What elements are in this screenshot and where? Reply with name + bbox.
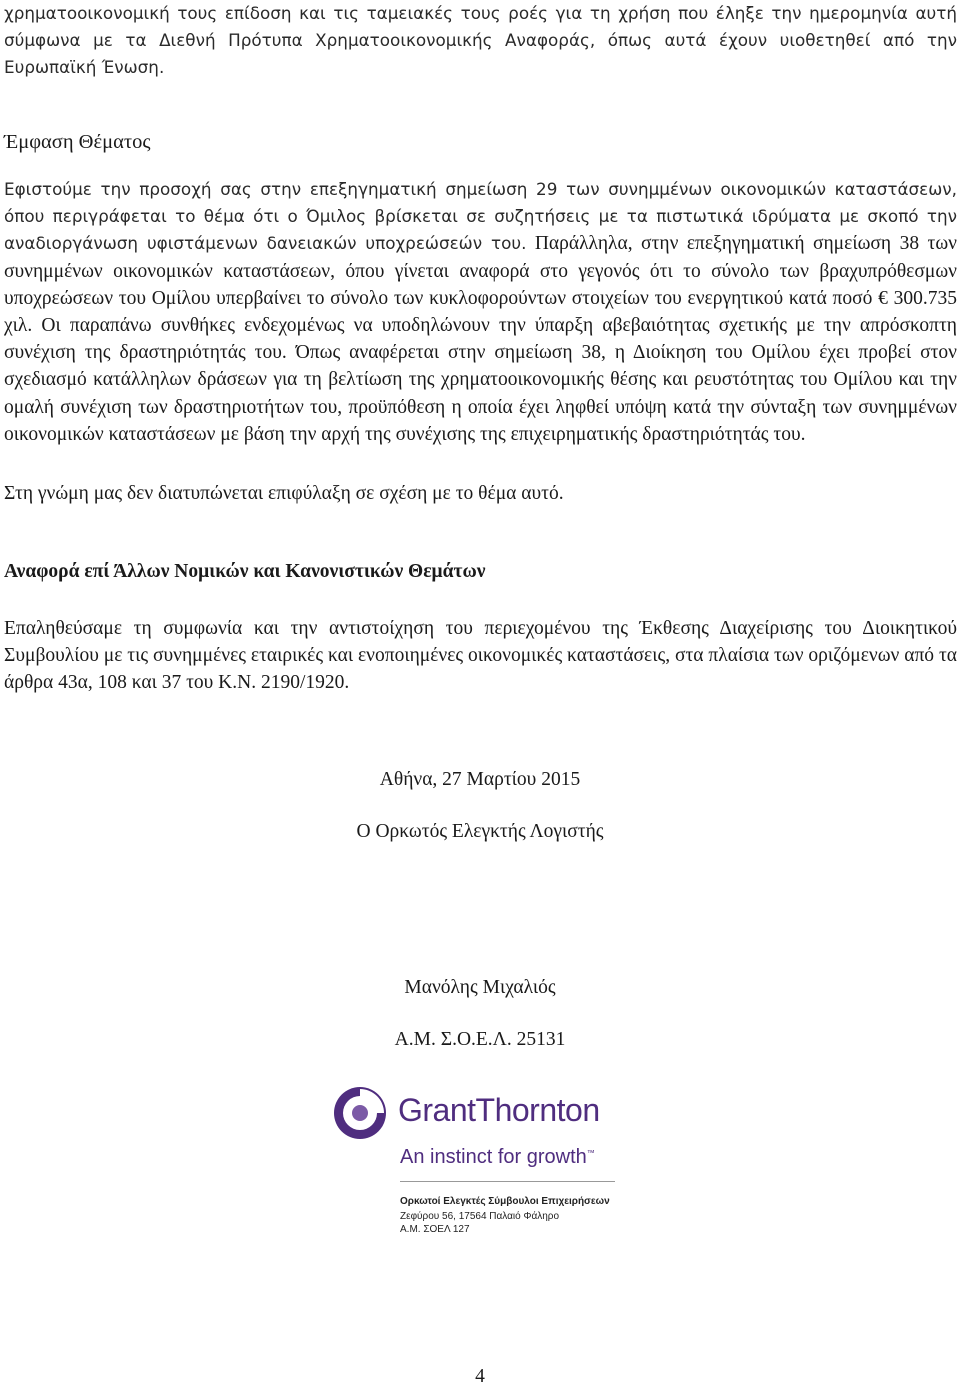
logo-tagline-text: An instinct for growth xyxy=(400,1146,587,1168)
emphasis-paragraph xyxy=(4,176,957,448)
signature-place-date: Αθήνα, 27 Μαρτίου 2015 xyxy=(379,769,581,790)
intro-paragraph xyxy=(4,0,957,82)
stamp-registration: Α.Μ. ΣΟΕΛ 127 xyxy=(400,1224,470,1235)
logo-tagline xyxy=(400,1146,595,1169)
grant-thornton-stamp xyxy=(330,1085,630,1245)
other-matters-paragraph: Επαληθεύσαμε τη συμφωνία και την αντιστοίχηση του περιεχομένου της Έκθεσης Διαχείρισης του Διοικητικού Συμβουλίου με τις συνημμένες εταιρικές και ενοποιημένες οικονομικές καταστάσεις, στα πλαίσια των οριζόμενων από τα άρθρα 43α, 108 και 37 του Κ.Ν. 2190/1920. xyxy=(4,618,957,694)
logo-tagline-mark: ™ xyxy=(586,1148,595,1158)
signature-role: Ο Ορκωτός Ελεγκτής Λογιστής xyxy=(356,821,604,842)
other-matters-heading: Αναφορά επί Άλλων Νομικών και Κανονιστικών Θεμάτων xyxy=(4,561,486,582)
emphasis-body-sans: Εφιστούμε την προσοχή σας στην επεξηγηματική σημείωση 29 των συνημμένων οικονομικών καταστάσεων, όπου περιγράφεται το θέμα ότι ο Όμιλος βρίσκεται σε συζητήσεις με τα πιστωτικά ιδρύματα με σκοπό την αναδιοργάνωση υφιστάμενων δανειακών υποχρεώσεών του. xyxy=(4,179,957,254)
stamp-firm: Ορκωτοί Ελεγκτές Σύμβουλοι Επιχειρήσεων xyxy=(400,1196,610,1207)
emphasis-heading: Έμφαση Θέματος xyxy=(4,131,151,153)
page-number: 4 xyxy=(475,1366,485,1387)
stamp-address: Ζεφύρου 56, 17564 Παλαιό Φάληρο xyxy=(400,1211,560,1222)
logo-divider xyxy=(400,1181,615,1182)
intro-text: χρηματοοικονομική τους επίδοση και τις ταμειακές τους ροές για τη χρήση που έληξε την ημερομηνία αυτή σύμφωνα με τα Διεθνή Πρότυπα Χρηματοοικονομικής Αναφοράς, όπως αυτά έχουν υιοθετηθεί από την Ευρωπαϊκή Ένωση. xyxy=(4,3,957,78)
grant-thornton-logo-icon xyxy=(332,1085,388,1141)
emphasis-opinion: Στη γνώμη μας δεν διατυπώνεται επιφύλαξη σε σχέση με το θέμα αυτό. xyxy=(4,483,564,504)
emphasis-body-serif: Παράλληλα, στην επεξηγηματική σημείωση 38 των συνημμένων οικονομικών καταστάσεων, όπου γίνεται αναφορά στο γεγονός ότι το σύνολο των βραχυπρόθεσμων υποχρεώσεων του Ομίλου υπερβαίνει το σύνολο των κυκλοφορούντων στοιχείων του ενεργητικού κατά ποσό € 300.735 χιλ. Οι παραπάνω συνθήκες ενδεχομένως να υποδηλώνουν την ύπαρξη αβεβαιότητας σχετικής με την απρόσκοπτη συνέχιση της δραστηριότητάς του. Όπως αναφέρεται στην σημείωση 38, η Διοίκηση του Ομίλου έχει προβεί στον σχεδιασμό κατάλληλων δράσεων για τη βελτίωση της χρηματοοικονομικής θέσης και ρευστότητας του Ομίλου και την ομαλή συνέχιση των δραστηριοτήτων του, προϋπόθεση η οποία έχει ληφθεί υπόψη κατά την σύνταξη των συνημμένων οικονομικών καταστάσεων με βάση την αρχή της συνέχισης της επιχειρηματικής δραστηριότητάς του. xyxy=(4,233,957,445)
signature-registration: Α.Μ. Σ.Ο.Ε.Λ. 25131 xyxy=(394,1029,566,1050)
logo-wordmark: GrantThornton xyxy=(398,1092,600,1128)
signature-name: Μανόλης Μιχαλιός xyxy=(404,977,556,998)
